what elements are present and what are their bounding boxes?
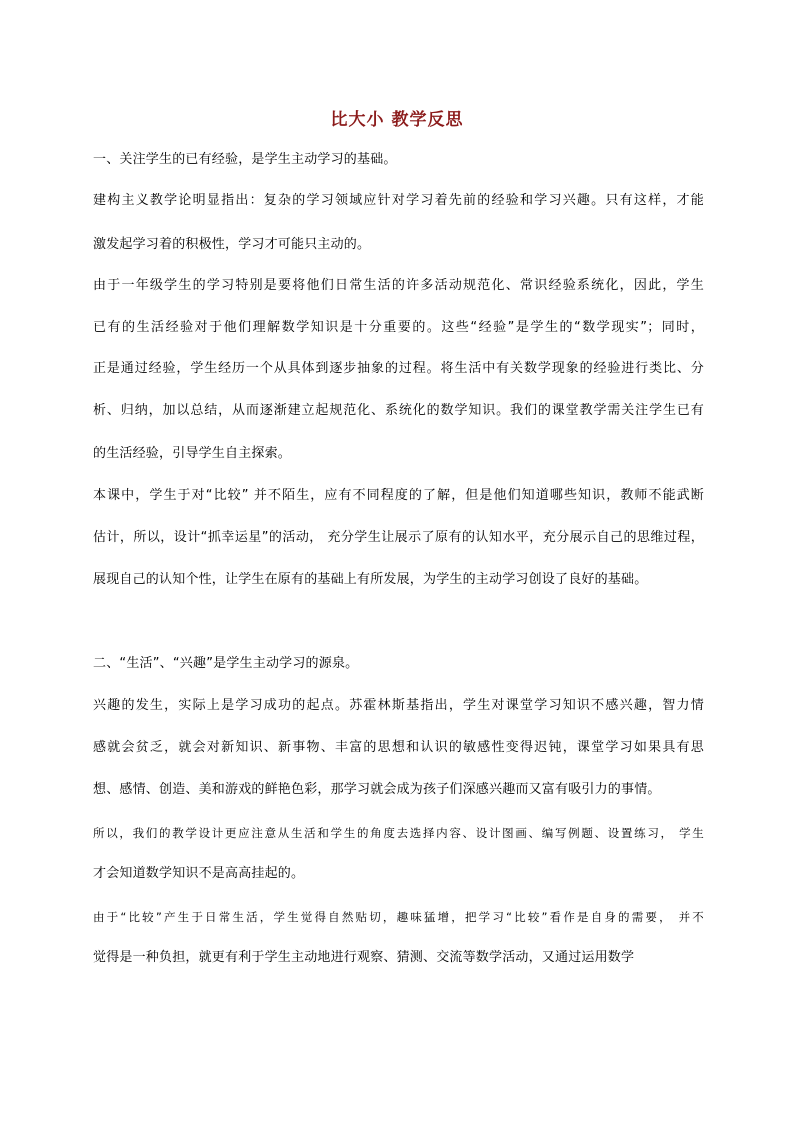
paragraph-line: 本课中，学生于对“比较” 并不陌生，应有不同程度的了解，但是他们知道哪些知识，教师不能武断 <box>93 488 704 503</box>
document-title: 比大小 教学反思 <box>330 110 464 130</box>
paragraph-line: 正是通过经验，学生经历一个从具体到逐步抽象的过程。将生活中有关数学现象的经验进行类比、分 <box>93 361 704 376</box>
paragraph-line: 感就会贫乏，就会对新知识、新事物、丰富的思想和认识的敏感性变得迟钝，课堂学习如果具有思 <box>93 740 704 755</box>
paragraph-line: 展现自己的认知个性，让学生在原有的基础上有所发展，为学生的主动学习创设了良好的基础。 <box>93 572 648 587</box>
paragraph-line: 的生活经验，引导学生自主探索。 <box>93 446 292 461</box>
paragraph-line: 激发起学习着的积极性，学习才可能只主动的。 <box>93 237 371 252</box>
paragraph-line: 估计，所以，设计“抓幸运星”的活动， 充分学生让展示了原有的认知水平，充分展示自己的思维过程， <box>93 530 704 545</box>
section-heading-1: 一、关注学生的已有经验，是学生主动学习的基础。 <box>93 152 397 167</box>
paragraph-line: 觉得是一种负担，就更有利于学生主动地进行观察、猜测、交流等数学活动，又通过运用数学 <box>93 950 635 965</box>
paragraph-line: 已有的生活经验对于他们理解数学知识是十分重要的。这些“经验”是学生的“数学现实”；同时， <box>93 320 704 335</box>
paragraph-line: 由于“比较”产生于日常生活，学生觉得自然贴切，趣味猛增，把学习“比较”看作是自身的需要， 并不 <box>93 910 704 924</box>
paragraph-line: 所以，我们的教学设计更应注意从生活和学生的角度去选择内容、设计图画、编写例题、设置练习， 学生 <box>93 826 704 840</box>
paragraph-line: 才会知道数学知识不是高高挂起的。 <box>93 866 305 881</box>
paragraph-line: 析、归纳，加以总结，从而逐渐建立起规范化、系统化的数学知识。我们的课堂教学需关注学生已有 <box>93 403 704 418</box>
paragraph-line: 由于一年级学生的学习特别是要将他们日常生活的许多活动规范化、常识经验系统化，因此，学生 <box>93 278 704 293</box>
paragraph-line: 想、感情、创造、美和游戏的鲜艳色彩，那学习就会成为孩子们深感兴趣而又富有吸引力的事情。 <box>93 782 661 797</box>
paragraph-line: 建构主义教学论明显指出：复杂的学习领域应针对学习着先前的经验和学习兴趣。只有这样，才能 <box>93 193 704 208</box>
paragraph-line: 兴趣的发生，实际上是学习成功的起点。苏霍林斯基指出，学生对课堂学习知识不感兴趣，智力情 <box>93 698 704 713</box>
section-heading-2: 二、“生活”、“兴趣”是学生主动学习的源泉。 <box>93 656 359 671</box>
